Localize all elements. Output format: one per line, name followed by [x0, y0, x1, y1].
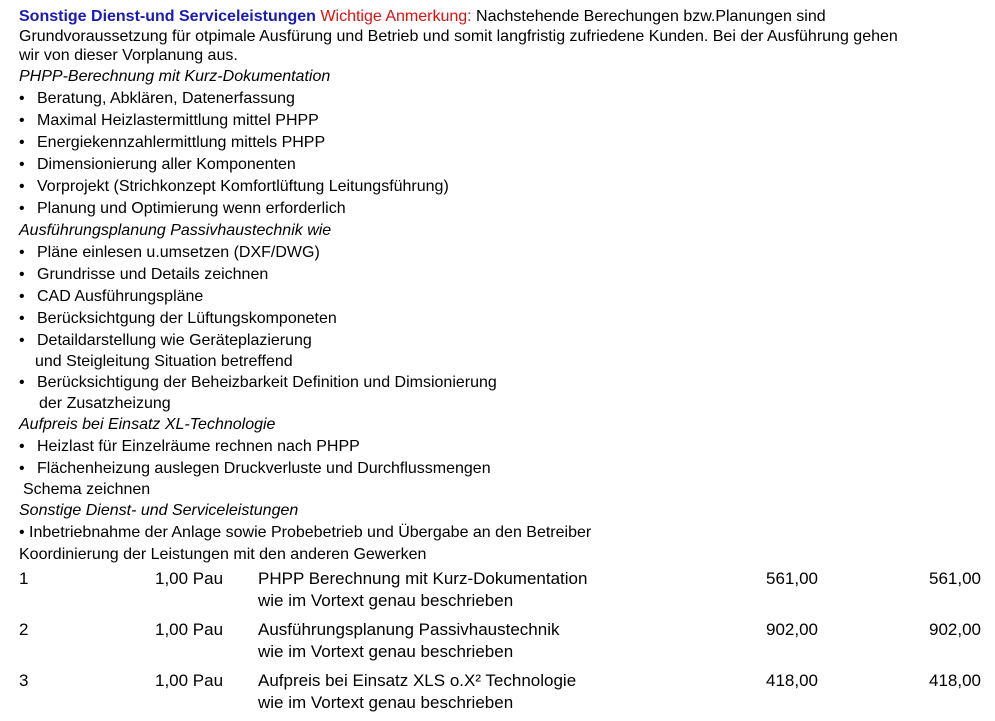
position-unit-price: 418,00 [766, 671, 818, 690]
bullet-icon: • [19, 243, 25, 261]
list-item: • Planung und Optimierung wenn erforderlich [19, 198, 899, 220]
bullet-icon: • [19, 265, 25, 283]
bullet-icon: • [19, 111, 25, 129]
section-title-aufpreis: Aufpreis bei Einsatz XL-Technologie [19, 415, 276, 433]
bullet-icon: • [19, 89, 25, 107]
bullet-icon: • [19, 287, 25, 305]
list-item: • Flächenheizung auslegen Druckverluste und Durchflussmengen [19, 458, 899, 480]
bullet-icon: • [19, 437, 25, 455]
bullet-icon: • [19, 331, 25, 349]
list-item: • Dimensionierung aller Komponenten [19, 154, 899, 176]
list-item: • Pläne einlesen u.umsetzen (DXF/DWG) [19, 242, 899, 264]
intro-text: Nachstehende Berechungen bzw.Planungen sind Grundvoraussetzung für otpimale Ausfürung und Betrieb und somit langfristig zufriedene Kunden. Bei der Ausführung gehen wir von dieser Vorplanung aus. [19, 8, 898, 64]
list-item: • Beratung, Abklären, Datenerfassung [19, 88, 899, 110]
position-total: 561,00 [929, 569, 981, 588]
intro-paragraph [19, 7, 899, 66]
section-title-phpp: PHPP-Berechnung mit Kurz-Dokumentation [19, 67, 331, 85]
table-row [0, 670, 995, 721]
position-description: PHPP Berechnung mit Kurz-Dokumentation [258, 569, 588, 588]
table-row [0, 619, 995, 670]
bullet-icon: • [19, 155, 25, 173]
list-item-continuation: und Steigleitung Situation betreffend [35, 352, 293, 370]
list-item: • Heizlast für Einzelräume rechnen nach PHPP [19, 436, 899, 458]
list-item: • CAD Ausführungspläne [19, 286, 899, 308]
bullet-icon: • [19, 523, 30, 541]
position-description: Aufpreis bei Einsatz XLS o.X² Technologie [258, 671, 577, 690]
position-number: 3 [19, 671, 29, 690]
list-item-continuation: der Zusatzheizung [39, 394, 171, 412]
section-title-ausfuehrung: Ausführungsplanung Passivhaustechnik wie [19, 221, 332, 239]
bullet-icon: • [19, 133, 25, 151]
position-number: 1 [19, 569, 29, 588]
bullet-icon: • [19, 373, 25, 391]
list-item: • Berücksichtigung der Beheizbarkeit Definition und Dimsionierung [19, 372, 899, 394]
list-item: • Grundrisse und Details zeichnen [19, 264, 899, 286]
warning-label: Wichtige Anmerkung: [320, 8, 472, 25]
position-total: 418,00 [929, 671, 981, 690]
bullet-icon: • [19, 459, 25, 477]
position-subtext: wie im Vortext genau beschrieben [258, 591, 514, 610]
list-item: • Inbetriebnahme der Anlage sowie Probebetrieb und Übergabe an den Betreiber [19, 523, 592, 541]
list-item: • Detaildarstellung wie Geräteplazierung [19, 330, 899, 352]
list-item: • Vorprojekt (Strichkonzept Komfortlüftung Leitungsführung) [19, 176, 899, 198]
position-quantity: 1,00 Pau [155, 569, 224, 588]
document-title: Sonstige Dienst-und Serviceleistungen [19, 8, 316, 25]
document-body [19, 7, 899, 566]
bullet-icon: • [19, 177, 25, 195]
section-title-sonstige: Sonstige Dienst- und Serviceleistungen [19, 501, 299, 519]
position-description: Ausführungsplanung Passivhaustechnik [258, 620, 560, 639]
list-item-continuation: Schema zeichnen [23, 480, 151, 498]
position-subtext: wie im Vortext genau beschrieben [258, 642, 514, 661]
bullet-icon: • [19, 309, 25, 327]
position-total: 902,00 [929, 620, 981, 639]
position-quantity: 1,00 Pau [155, 671, 224, 690]
position-unit-price: 902,00 [766, 620, 818, 639]
position-subtext: wie im Vortext genau beschrieben [258, 693, 514, 712]
table-row [0, 568, 995, 619]
position-unit-price: 561,00 [766, 569, 818, 588]
position-quantity: 1,00 Pau [155, 620, 224, 639]
position-number: 2 [19, 620, 29, 639]
bullet-icon: • [19, 199, 25, 217]
list-item: • Berücksichtgung der Lüftungskomponeten [19, 308, 899, 330]
list-item: • Maximal Heizlastermittlung mittel PHPP [19, 110, 899, 132]
list-item: • Energiekennzahlermittlung mittels PHPP [19, 132, 899, 154]
positions-table [0, 568, 995, 721]
trailing-text: Koordinierung der Leistungen mit den anderen Gewerken [19, 545, 427, 563]
